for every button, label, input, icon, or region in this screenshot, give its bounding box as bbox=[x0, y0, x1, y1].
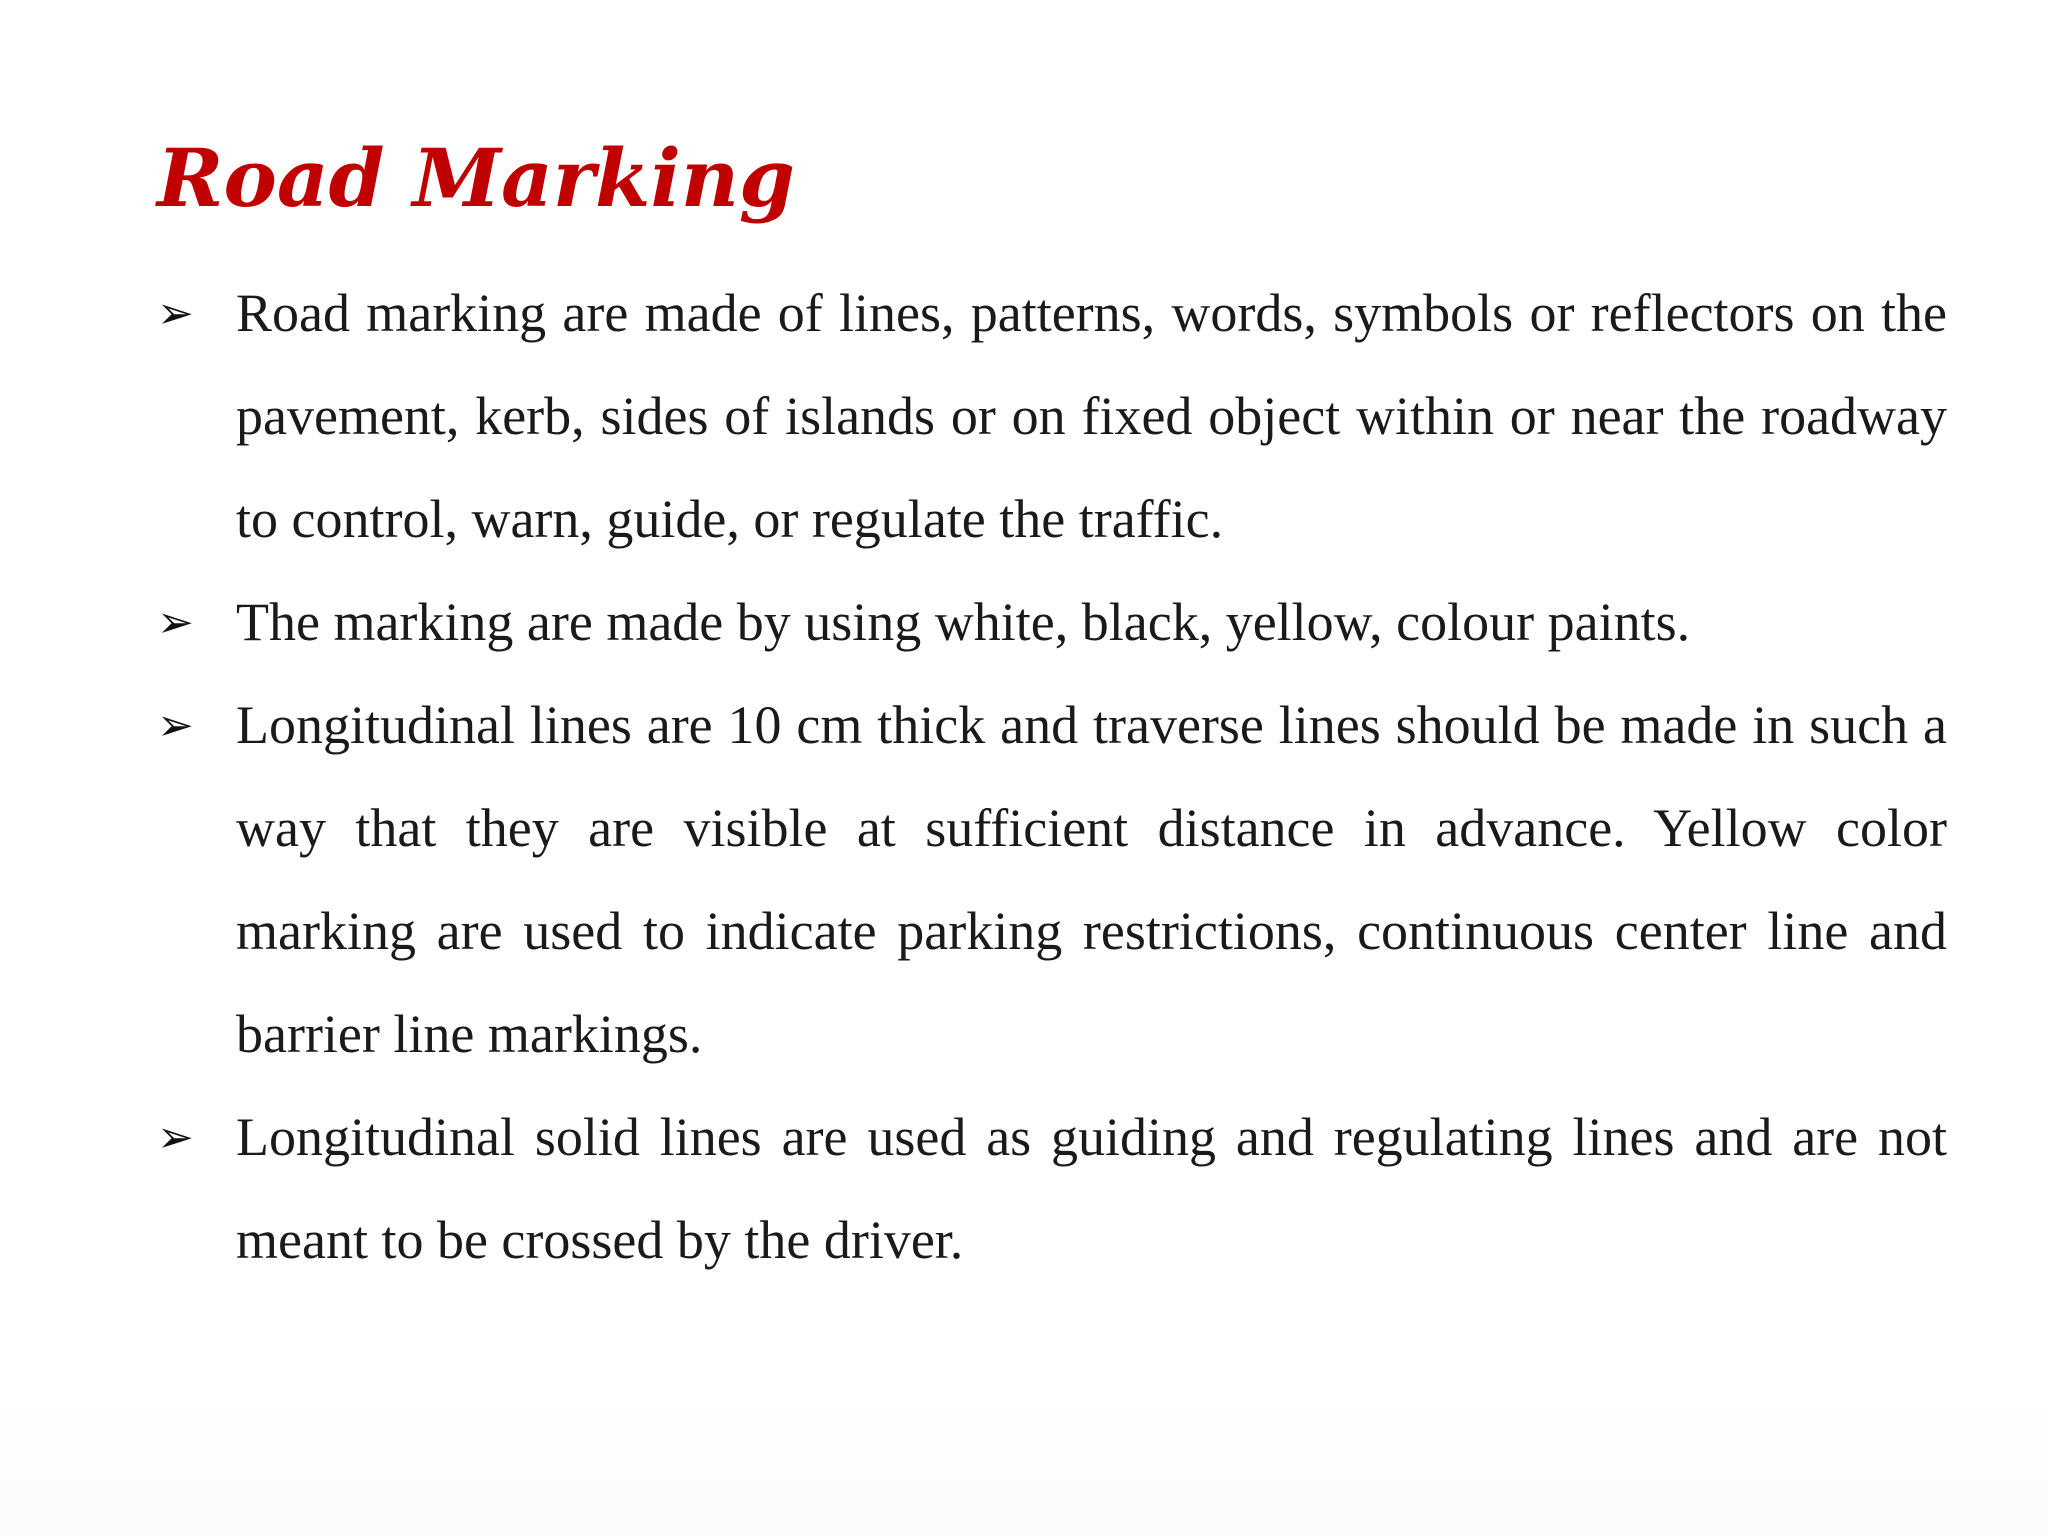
bullet-item bbox=[157, 1086, 1947, 1292]
arrowhead-bullet-icon: ➢ bbox=[157, 700, 194, 751]
bullet-text: Longitudinal lines are 10 cm thick and traverse lines should be made in such a way that they are visible at sufficient distance in advance. Yellow color marking are used to indicate parking restrictions, continuous center line and barrier line markings. bbox=[236, 695, 1947, 1064]
arrowhead-bullet-icon: ➢ bbox=[157, 288, 194, 339]
slide-title: Road Marking bbox=[157, 131, 795, 225]
bullet-item bbox=[157, 571, 1947, 674]
bullet-text: Road marking are made of lines, patterns, words, symbols or reflectors on the pavement, kerb, sides of islands or on fixed object within or near the roadway to control, warn, guide, or regulate the traffic. bbox=[236, 283, 1947, 549]
bullet-item bbox=[157, 262, 1947, 571]
bullet-item bbox=[157, 674, 1947, 1086]
bullet-text: Longitudinal solid lines are used as guiding and regulating lines and are not meant to be crossed by the driver. bbox=[236, 1107, 1947, 1270]
background-tint bbox=[0, 1396, 2048, 1536]
bullet-list bbox=[157, 262, 1947, 1292]
arrowhead-bullet-icon: ➢ bbox=[157, 597, 194, 648]
bullet-text: The marking are made by using white, black, yellow, colour paints. bbox=[236, 592, 1691, 652]
arrowhead-bullet-icon: ➢ bbox=[157, 1112, 194, 1163]
